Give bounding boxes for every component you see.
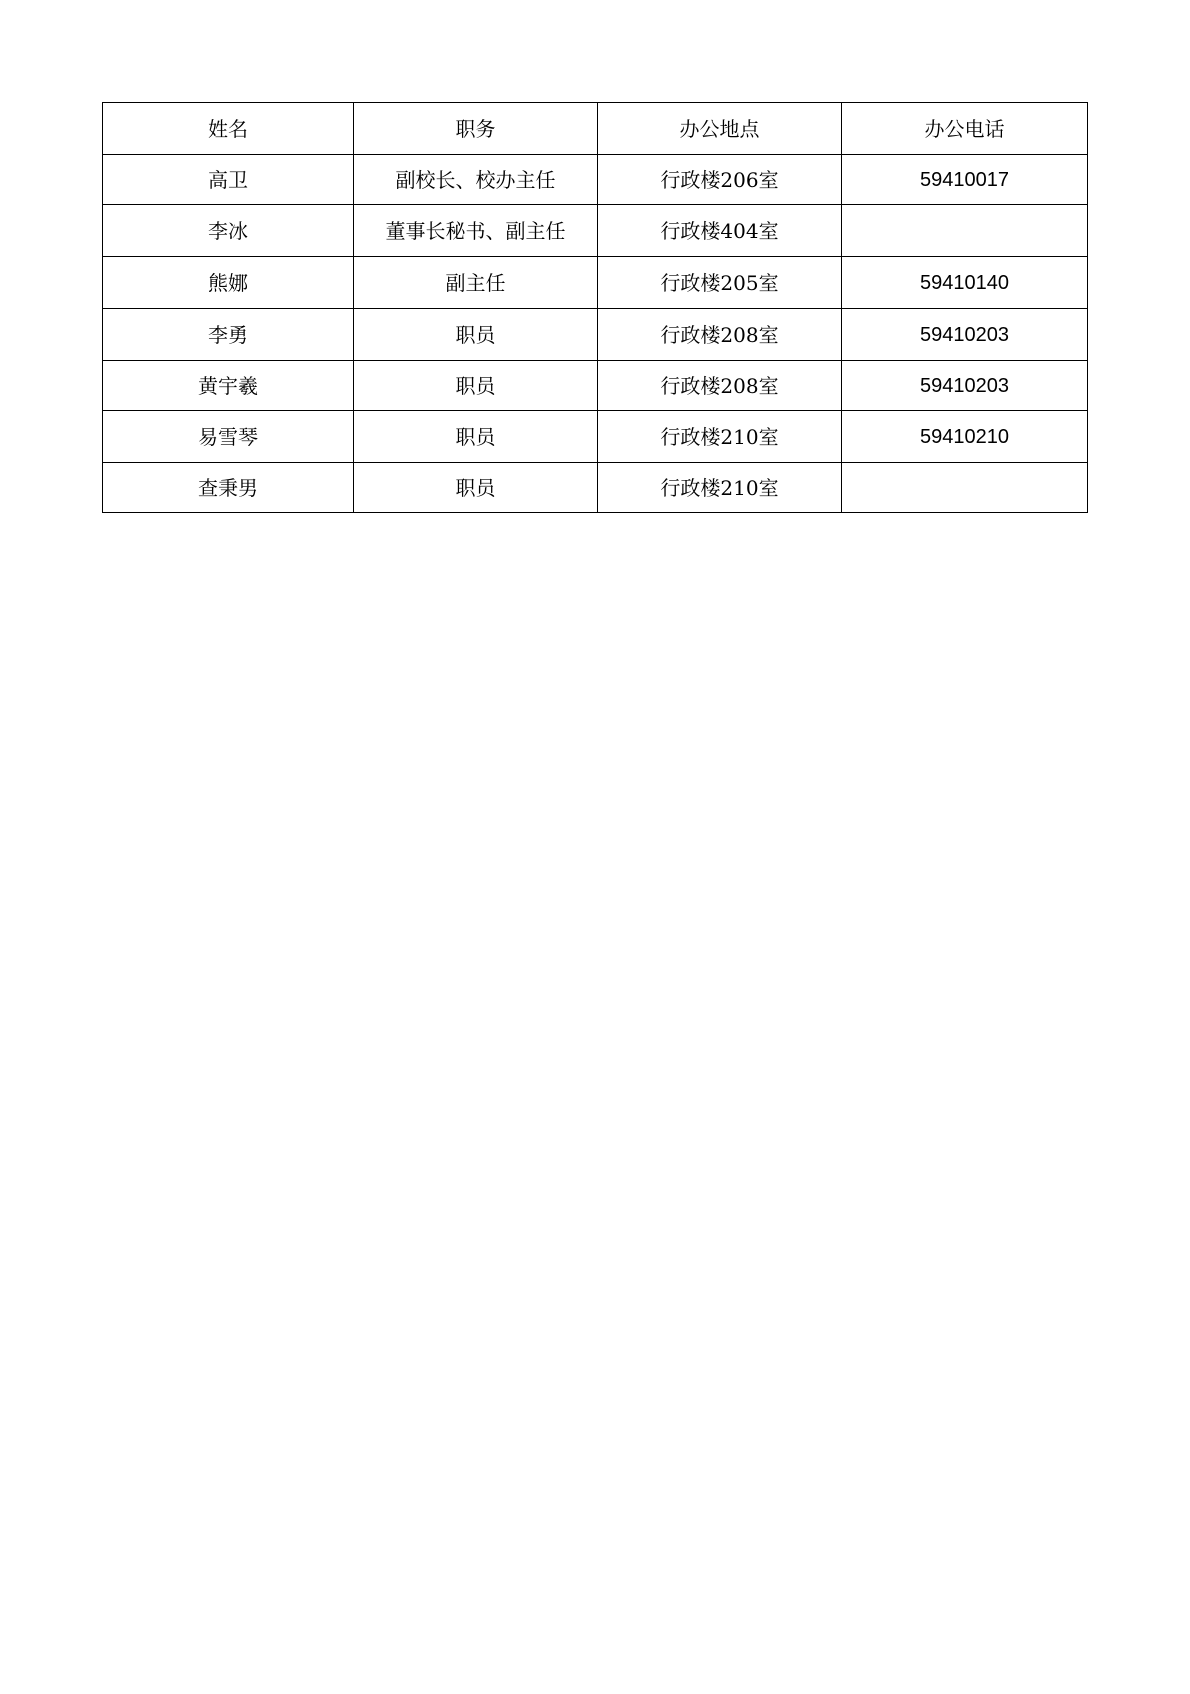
cell-phone xyxy=(842,463,1088,513)
cell-title: 职员 xyxy=(354,309,598,361)
cell-name: 高卫 xyxy=(103,155,354,205)
cell-location: 行政楼210室 xyxy=(598,463,842,513)
cell-location: 行政楼404室 xyxy=(598,205,842,257)
header-title: 职务 xyxy=(354,103,598,155)
header-name: 姓名 xyxy=(103,103,354,155)
cell-location: 行政楼210室 xyxy=(598,411,842,463)
cell-title: 职员 xyxy=(354,463,598,513)
table-row xyxy=(103,361,1088,411)
cell-phone: 59410017 xyxy=(842,155,1088,205)
cell-location: 行政楼208室 xyxy=(598,309,842,361)
cell-name: 易雪琴 xyxy=(103,411,354,463)
cell-location: 行政楼205室 xyxy=(598,257,842,309)
cell-name: 查秉男 xyxy=(103,463,354,513)
cell-name: 李勇 xyxy=(103,309,354,361)
cell-phone: 59410203 xyxy=(842,361,1088,411)
table-row xyxy=(103,257,1088,309)
table-header-row xyxy=(103,103,1088,155)
cell-phone: 59410210 xyxy=(842,411,1088,463)
cell-phone: 59410140 xyxy=(842,257,1088,309)
header-phone: 办公电话 xyxy=(842,103,1088,155)
cell-name: 熊娜 xyxy=(103,257,354,309)
cell-phone xyxy=(842,205,1088,257)
table-row xyxy=(103,463,1088,513)
cell-title: 职员 xyxy=(354,411,598,463)
cell-location: 行政楼208室 xyxy=(598,361,842,411)
header-location: 办公地点 xyxy=(598,103,842,155)
cell-title: 副主任 xyxy=(354,257,598,309)
cell-title: 职员 xyxy=(354,361,598,411)
table-row xyxy=(103,309,1088,361)
cell-name: 李冰 xyxy=(103,205,354,257)
cell-title: 副校长、校办主任 xyxy=(354,155,598,205)
staff-directory-table xyxy=(102,102,1088,513)
table-row xyxy=(103,411,1088,463)
table-row xyxy=(103,155,1088,205)
cell-location: 行政楼206室 xyxy=(598,155,842,205)
cell-title: 董事长秘书、副主任 xyxy=(354,205,598,257)
cell-phone: 59410203 xyxy=(842,309,1088,361)
cell-name: 黄宇羲 xyxy=(103,361,354,411)
table-row xyxy=(103,205,1088,257)
